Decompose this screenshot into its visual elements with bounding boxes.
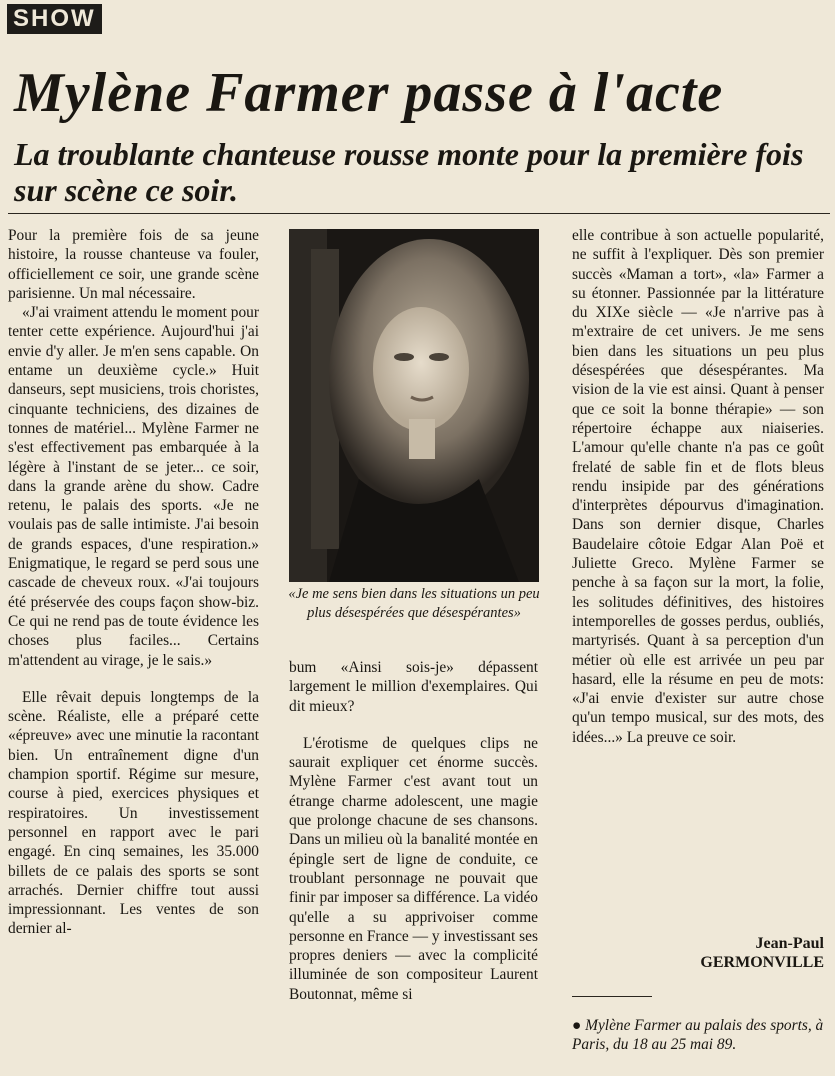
article-column-2 [289,658,538,1004]
article-paragraph: L'érotisme de quelques clips ne saurait expliquer cet énorme succès. Mylène Farmer c'est avant tout un étrange charme adolescent, une magie que prolonge chacune de ses chansons. Dans un milieu où la banalité montée en épingle sert de ligne de conduite, ce troublant personnage ne pouvait que finir par imposer sa différence. La vidéo qu'elle a su apprivoiser comme personne en France — y investissant ses propres deniers — avec la complicité illuminée de son compositeur Laurent Boutonnat, même si [289,734,538,1003]
author-last-name: GERMONVILLE [700,954,824,971]
headline: Mylène Farmer passe à l'acte [14,62,724,124]
portrait-photo [289,229,539,582]
article-column-1 [8,226,259,939]
article-paragraph: Pour la première fois de sa jeune histoire, la rousse chanteuse va fouler, officiellement ce soir, une grande scène parisienne. Un mal nécessaire. [8,227,259,302]
article-paragraph: bum «Ainsi sois-je» dépassent largement le million d'exemplaires. Qui dit mieux? [289,659,538,715]
info-rule [572,996,652,997]
event-info: ● Mylène Farmer au palais des sports, à Paris, du 18 au 25 mai 89. [572,1017,824,1053]
author-byline [572,934,824,972]
article-column-3 [572,226,824,747]
author-first-name: Jean-Paul [755,935,824,952]
article-paragraph: «J'ai vraiment attendu le moment pour tenter cette expérience. Aujourd'hui j'ai envie d'y aller. Je m'en sens capable. On entame un deuxième cycle.» Huit danseurs, sept musiciens, trois choristes, cinquante techniciens, des dizaines de tonnes de matériel... Mylène Farmer ne s'est effectivement pas embarquée à la légère à l'instant de se jeter... ce soir, dans la grande arène du show. Cadre retenu, le palais des sports. «Je ne voulais pas de salle intimiste. J'ai besoin de grands espaces, d'une respiration.» Enigmatique, le regard se perd sous une cascade de cheveux roux. «J'ai toujours été préservée des coups façon show-biz. Ce qui ne rend pas de toute évidence les choses plus faciles... Certains m'attendent au virage, je le sais.» [8,304,259,669]
article-paragraph: Elle rêvait depuis longtemps de la scène. Réaliste, elle a préparé cette «épreuve» avec une minutie la racontant bien. Un entraînement digne d'un champion sportif. Régime sur mesure, course à pied, exercices physiques et respiratoires. Un investissement personnel en rapport avec le pari engagé. En cinq semaines, les 35.000 billets de ce palais des sports se sont arrachés. Dernier chiffre tout aussi impressionnant. Les ventes de son dernier al- [8,688,259,938]
portrait-image [289,229,539,582]
article-paragraph: elle contribue à son actuelle popularité, ne suffit à l'expliquer. Dès son premier succès «Maman a tort», «la» Farmer a su étonner. Passionnée par la littérature du XIXe siècle — «Je n'arrive pas à m'extraire de cet univers. Je me sens bien dans les situations un peu plus désespérées que désespérantes. Ma vision de la vie est ainsi. Quant à penser que ce soit la bonne thérapie» — son répertoire échappe aux niaiseries. L'amour qu'elle chante n'a pas ce goût frelaté de sable fin et de flots bleus rendu insipide par des générations d'interprètes dépourvus d'imagination. Dans son dernier disque, Charles Baudelaire côtoie Edgar Alan Poë et Juliette Greco. Mylène Farmer se penche à sa façon sur la mort, la folie, les solitudes définitives, des histoires intemporelles de gosses perdus, oubliés, martyrisés. Quant à sa perception d'un métier où elle est arrivée un peu par hasard, elle la résume en peu de mots: «J'ai envie d'exister sur autre chose qu'un tempo musical, sur des mots, des idées...» La preuve ce soir. [572,227,824,746]
section-tag: SHOW [7,4,102,34]
photo-caption: «Je me sens bien dans les situations un peu plus désespérées que désespérantes» [288,586,540,621]
subheadline: La troublante chanteuse rousse monte pour la première fois sur scène ce soir. [14,136,804,208]
header-rule [8,213,830,214]
